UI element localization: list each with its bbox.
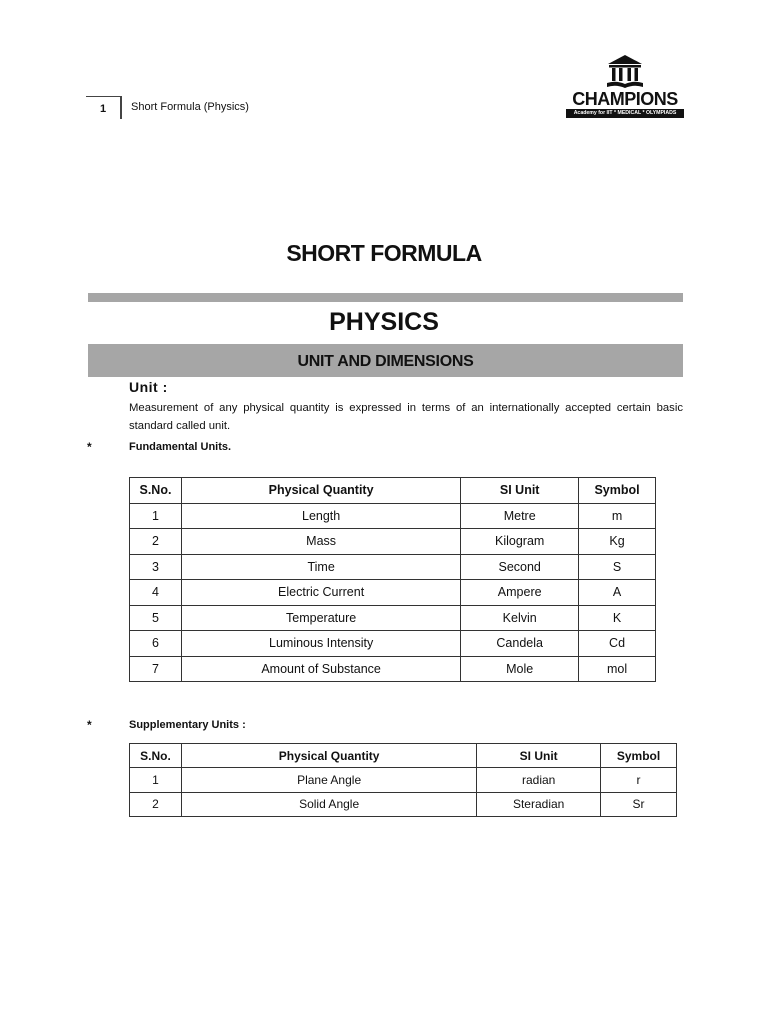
table-cell: 6 xyxy=(130,631,182,657)
column-header: Symbol xyxy=(579,478,656,504)
table-row xyxy=(130,605,656,631)
logo-name: CHAMPIONS xyxy=(572,89,678,109)
table-cell: A xyxy=(579,580,656,606)
table-cell: Length xyxy=(181,503,460,529)
table-cell: Solid Angle xyxy=(181,792,476,816)
column-header: S.No. xyxy=(130,478,182,504)
column-header: Physical Quantity xyxy=(181,478,460,504)
fundamental-units-table xyxy=(129,477,656,682)
title-divider xyxy=(88,293,683,302)
table-row xyxy=(130,554,656,580)
table-cell: m xyxy=(579,503,656,529)
table-cell: Sr xyxy=(601,792,677,816)
table-cell: Metre xyxy=(461,503,579,529)
subject-title: PHYSICS xyxy=(329,308,439,336)
fundamental-units-heading: Fundamental Units. xyxy=(129,441,232,453)
table-cell: Amount of Substance xyxy=(181,656,460,682)
champions-logo xyxy=(563,54,687,120)
table-cell: Cd xyxy=(579,631,656,657)
supplementary-bullet: * xyxy=(87,718,92,732)
column-header: Physical Quantity xyxy=(181,744,476,768)
table-cell: 1 xyxy=(130,503,182,529)
column-header: S.No. xyxy=(130,744,182,768)
column-header: SI Unit xyxy=(477,744,601,768)
table-cell: Kg xyxy=(579,529,656,555)
table-row xyxy=(130,768,677,792)
table-cell: Mole xyxy=(461,656,579,682)
unit-description: Measurement of any physical quantity is expressed in terms of an internationally accepted certain basic standard called unit. xyxy=(129,402,683,432)
table-cell: 2 xyxy=(130,792,182,816)
supplementary-units-table xyxy=(129,743,677,817)
table-cell: 7 xyxy=(130,656,182,682)
table-cell: 3 xyxy=(130,554,182,580)
table-row xyxy=(130,656,656,682)
table-header-row xyxy=(130,744,677,768)
table-cell: S xyxy=(579,554,656,580)
column-header: SI Unit xyxy=(461,478,579,504)
table-cell: Steradian xyxy=(477,792,601,816)
supplementary-units-heading: Supplementary Units : xyxy=(129,719,246,731)
document-title: SHORT FORMULA xyxy=(286,240,482,266)
header-title: Short Formula (Physics) xyxy=(131,101,249,113)
table-cell: Luminous Intensity xyxy=(181,631,460,657)
column-header: Symbol xyxy=(601,744,677,768)
table-cell: Kelvin xyxy=(461,605,579,631)
table-cell: Electric Current xyxy=(181,580,460,606)
table-cell: 4 xyxy=(130,580,182,606)
table-row xyxy=(130,529,656,555)
table-header-row xyxy=(130,478,656,504)
table-cell: K xyxy=(579,605,656,631)
table-cell: 5 xyxy=(130,605,182,631)
table-cell: mol xyxy=(579,656,656,682)
table-cell: Kilogram xyxy=(461,529,579,555)
table-cell: Mass xyxy=(181,529,460,555)
table-cell: Candela xyxy=(461,631,579,657)
table-cell: Time xyxy=(181,554,460,580)
table-row xyxy=(130,580,656,606)
table-row xyxy=(130,792,677,816)
table-cell: Plane Angle xyxy=(181,768,476,792)
table-row xyxy=(130,631,656,657)
fundamental-bullet: * xyxy=(87,440,92,454)
table-cell: Temperature xyxy=(181,605,460,631)
table-cell: radian xyxy=(477,768,601,792)
unit-heading: Unit : xyxy=(129,379,168,395)
table-row xyxy=(130,503,656,529)
table-cell: Ampere xyxy=(461,580,579,606)
table-cell: 1 xyxy=(130,768,182,792)
page-number: 1 xyxy=(86,96,122,119)
section-heading: UNIT AND DIMENSIONS xyxy=(88,344,683,377)
academy-building-icon xyxy=(605,54,645,90)
logo-tagline: Academy for IIT * MEDICAL * OLYMPIADS xyxy=(566,109,684,118)
table-cell: r xyxy=(601,768,677,792)
table-cell: 2 xyxy=(130,529,182,555)
table-cell: Second xyxy=(461,554,579,580)
